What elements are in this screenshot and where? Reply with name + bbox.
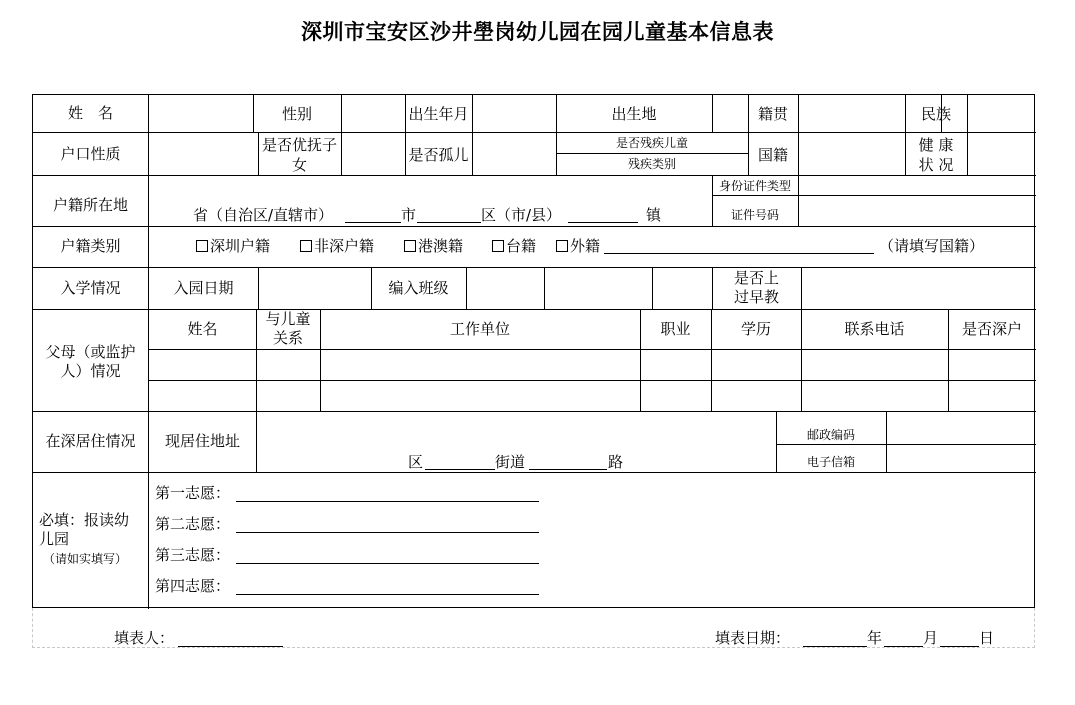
col-divider: [544, 267, 545, 309]
street-blank[interactable]: [529, 469, 607, 470]
row-divider: [33, 472, 1036, 473]
nationality-label: 国籍: [757, 146, 788, 164]
header-relation-2: 关系: [272, 329, 303, 347]
town-label: 镇: [646, 206, 662, 224]
col-divider: [341, 132, 342, 175]
name-label: 姓 名: [67, 104, 113, 122]
col-divider: [258, 267, 259, 309]
page-title: 深圳市宝安区沙井壆岗幼儿园在园儿童基本信息表: [301, 19, 774, 44]
parents-label-2: 人）情况: [60, 362, 121, 380]
district-blank[interactable]: [425, 469, 495, 470]
choice-1-blank[interactable]: [236, 501, 539, 502]
col-divider: [967, 95, 968, 175]
city-blank[interactable]: [345, 222, 401, 223]
header-occupation: 职业: [660, 320, 691, 338]
filler-blank[interactable]: [178, 646, 283, 647]
ethnicity-label: 民族: [920, 105, 951, 123]
checkbox-icon[interactable]: [556, 240, 568, 252]
native-place-label: 籍贯: [757, 105, 788, 123]
checkbox-icon[interactable]: [300, 240, 312, 252]
choice-3-blank[interactable]: [236, 563, 539, 564]
choice-2-blank[interactable]: [236, 532, 539, 533]
address-label: 现居住地址: [164, 432, 240, 450]
choice-3-label: 第三志愿：: [155, 546, 231, 564]
row-divider: [33, 132, 1036, 133]
postal-code-label: 邮政编码: [806, 428, 855, 442]
option-foreign[interactable]: 外籍: [556, 237, 600, 255]
option-shenzhen[interactable]: 深圳户籍: [196, 237, 270, 255]
year-blank[interactable]: [803, 646, 867, 647]
year-label: 年: [867, 629, 883, 647]
row-divider: [149, 349, 1036, 350]
foreign-nationality-blank[interactable]: [604, 253, 874, 254]
col-divider: [466, 267, 467, 309]
col-divider: [886, 411, 887, 472]
orphan-label: 是否孤儿: [408, 146, 469, 164]
fill-date-label: 填表日期：: [715, 629, 791, 647]
row-divider: [33, 267, 1036, 268]
province-label: 省（自治区/直辖市）: [193, 206, 334, 224]
choice-4-blank[interactable]: [236, 594, 539, 595]
col-divider: [472, 95, 473, 175]
residence-label: 在深居住情况: [45, 432, 136, 450]
info-form-table: [32, 94, 1035, 608]
early-edu-label-2: 过早教: [733, 288, 779, 306]
choices-hint: （请如实填写）: [43, 552, 128, 566]
col-divider: [652, 267, 653, 309]
col-divider: [341, 95, 342, 132]
row-divider: [33, 226, 1036, 227]
row-divider: [33, 309, 1036, 310]
checkbox-icon[interactable]: [492, 240, 504, 252]
choices-label-2: 儿园: [39, 530, 70, 548]
month-label: 月: [923, 629, 939, 647]
col-divider: [256, 411, 257, 472]
early-edu-label: 是否上: [733, 269, 779, 287]
street-label: 街道: [495, 453, 526, 471]
col-divider: [801, 267, 802, 309]
gender-label: 性别: [281, 105, 312, 123]
col-divider: [712, 95, 713, 132]
filler-label: 填表人：: [114, 629, 175, 647]
address-district-label: 区: [408, 453, 424, 471]
parents-label: 父母（或监护: [45, 343, 136, 361]
entry-date-label: 入园日期: [173, 279, 234, 297]
row-divider: [712, 195, 1036, 196]
martyr-child-label-2: 女: [291, 156, 307, 174]
choices-label: 必填：报读幼: [39, 511, 130, 529]
day-label: 日: [979, 629, 995, 647]
row-divider: [33, 175, 1036, 176]
email-label: 电子信箱: [806, 455, 855, 469]
choice-1-label: 第一志愿：: [155, 484, 231, 502]
health-label: 健 康: [918, 136, 954, 154]
health-label-2: 状 况: [918, 156, 954, 174]
disability-type-label: 残疾类别: [627, 157, 676, 171]
hukou-type-label: 户籍类别: [60, 237, 121, 255]
option-non-shenzhen[interactable]: 非深户籍: [300, 237, 374, 255]
footer-area: [32, 608, 1035, 648]
header-relation: 与儿童: [265, 310, 311, 328]
id-number-label: 证件号码: [730, 208, 779, 222]
header-phone: 联系电话: [844, 320, 905, 338]
city-label: 市: [401, 206, 417, 224]
header-employer: 工作单位: [449, 320, 510, 338]
checkbox-icon[interactable]: [404, 240, 416, 252]
disabled-child-label: 是否残疾儿童: [615, 136, 688, 150]
month-blank[interactable]: [884, 646, 923, 647]
class-label: 编入班级: [388, 279, 449, 297]
checkbox-icon[interactable]: [196, 240, 208, 252]
row-divider: [149, 380, 1036, 381]
district-label: 区（市/县）: [481, 206, 562, 224]
martyr-child-label: 是否优抚子: [261, 136, 337, 154]
road-label: 路: [608, 453, 624, 471]
header-education: 学历: [740, 320, 771, 338]
town-blank[interactable]: [568, 222, 638, 223]
row-divider: [556, 153, 748, 154]
row-divider: [776, 444, 1036, 445]
option-hk-macau[interactable]: 港澳籍: [404, 237, 463, 255]
col-divider: [798, 175, 799, 226]
district-blank[interactable]: [417, 222, 481, 223]
col-divider: [148, 95, 149, 609]
header-shenzhen-hukou: 是否深户: [961, 320, 1022, 338]
day-blank[interactable]: [940, 646, 979, 647]
hukou-nature-label: 户口性质: [60, 145, 121, 163]
hukou-location-label: 户籍所在地: [52, 196, 128, 214]
birth-date-label: 出生年月: [408, 105, 469, 123]
header-name: 姓名: [187, 320, 218, 338]
birthplace-label: 出生地: [611, 105, 657, 123]
id-type-label: 身份证件类型: [718, 179, 791, 193]
choice-2-label: 第二志愿：: [155, 515, 231, 533]
option-taiwan[interactable]: 台籍: [492, 237, 536, 255]
col-divider: [798, 95, 799, 175]
fill-nationality-hint: （请填写国籍）: [879, 237, 985, 255]
enrollment-label: 入学情况: [60, 279, 121, 297]
choice-4-label: 第四志愿：: [155, 577, 231, 595]
